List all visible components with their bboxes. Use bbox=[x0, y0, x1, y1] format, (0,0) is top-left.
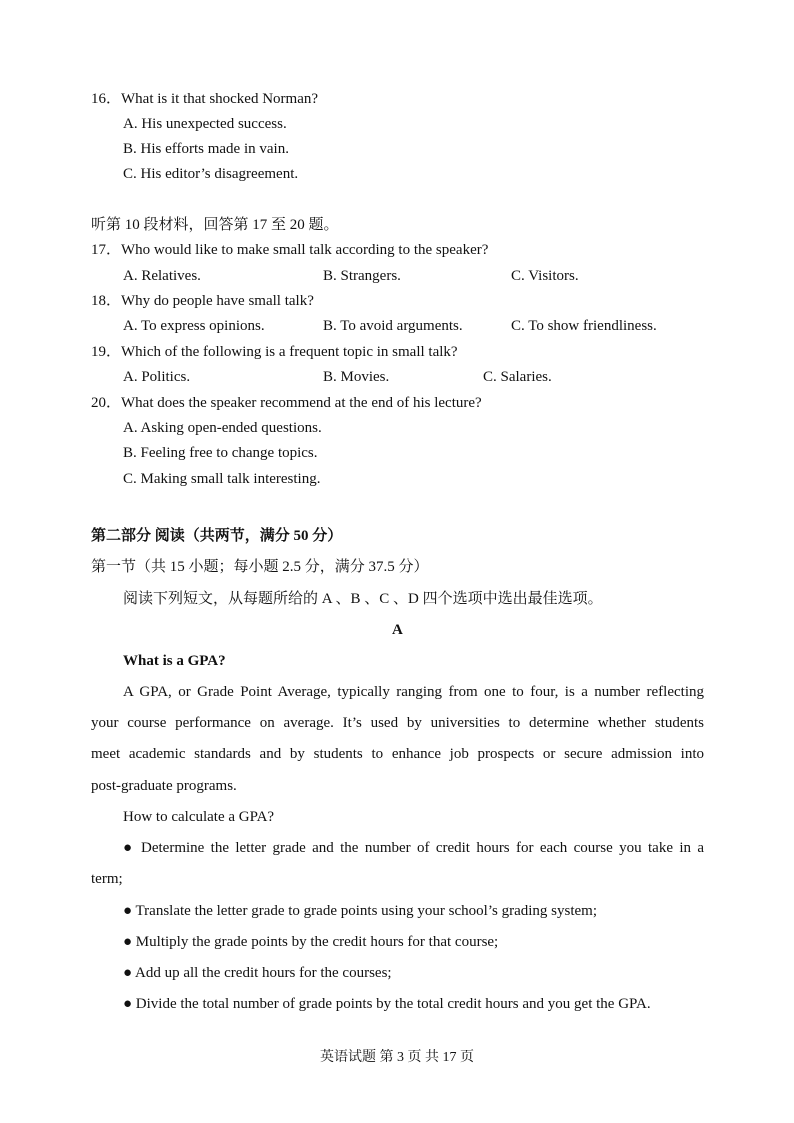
question-17-stem: 17．Who would like to make small talk according to the speaker? bbox=[91, 242, 489, 258]
part-2-title: 第二部分 阅读（共两节，满分 50 分） bbox=[91, 528, 343, 544]
question-20-option-a: A. Asking open-ended questions. bbox=[123, 420, 322, 436]
question-20-stem: 20．What does the speaker recommend at the end of his lecture? bbox=[91, 395, 482, 411]
passage-a-bullet-1-line-2: term; bbox=[91, 871, 123, 887]
question-18-option-c: C. To show friendliness. bbox=[511, 318, 657, 334]
passage-a-para-line-4: post-graduate programs. bbox=[91, 778, 237, 794]
question-19-option-b: B. Movies. bbox=[323, 369, 390, 385]
passage-a-subhead: How to calculate a GPA? bbox=[123, 809, 275, 825]
passage-a-bullet-5: ● Divide the total number of grade points by the total credit hours and you get the GPA. bbox=[123, 996, 651, 1012]
page-footer: 英语试题 第 3 页 共 17 页 bbox=[320, 1050, 474, 1065]
passage-a-bullet-2: ● Translate the letter grade to grade points using your school’s grading system; bbox=[123, 903, 597, 919]
passage-a-title: What is a GPA? bbox=[123, 653, 226, 669]
question-16-option-c: C. His editor’s disagreement. bbox=[123, 166, 299, 182]
question-18-option-b: B. To avoid arguments. bbox=[323, 318, 463, 334]
passage-a-para-line-2: your course performance on average. It’s used by universities to determine whether students bbox=[91, 715, 704, 731]
passage-a-bullet-4: ● Add up all the credit hours for the courses; bbox=[123, 965, 392, 981]
question-18-stem: 18．Why do people have small talk? bbox=[91, 293, 314, 309]
part-2-section-1-heading: 第一节（共 15 小题；每小题 2.5 分，满分 37.5 分） bbox=[91, 559, 429, 575]
part-2-instruction: 阅读下列短文，从每题所给的 A 、B 、C 、D 四个选项中选出最佳选项。 bbox=[123, 591, 603, 607]
question-17-option-b: B. Strangers. bbox=[323, 268, 401, 284]
question-18-option-a: A. To express opinions. bbox=[123, 318, 265, 334]
question-19-stem: 19．Which of the following is a frequent topic in small talk? bbox=[91, 344, 458, 360]
passage-a-para-line-3: meet academic standards and by students to enhance job prospects or secure admission into bbox=[91, 746, 704, 762]
passage-a-label: A bbox=[392, 622, 403, 638]
listening-section-10-instruction: 听第 10 段材料，回答第 17 至 20 题。 bbox=[91, 217, 339, 233]
question-17-option-a: A. Relatives. bbox=[123, 268, 201, 284]
question-20-option-c: C. Making small talk interesting. bbox=[123, 471, 321, 487]
question-20-option-b: B. Feeling free to change topics. bbox=[123, 445, 318, 461]
question-17-option-c: C. Visitors. bbox=[511, 268, 579, 284]
passage-a-para-line-1: A GPA, or Grade Point Average, typically ranging from one to four, is a number reflecting bbox=[123, 684, 704, 700]
question-16-option-b: B. His efforts made in vain. bbox=[123, 141, 289, 157]
question-19-option-c: C. Salaries. bbox=[483, 369, 552, 385]
question-16-option-a: A. His unexpected success. bbox=[123, 116, 287, 132]
question-19-option-a: A. Politics. bbox=[123, 369, 191, 385]
passage-a-bullet-3: ● Multiply the grade points by the credit hours for that course; bbox=[123, 934, 499, 950]
question-16-stem: 16．What is it that shocked Norman? bbox=[91, 91, 319, 107]
passage-a-bullet-1-line-1: ● Determine the letter grade and the number of credit hours for each course you take in a bbox=[123, 840, 704, 856]
